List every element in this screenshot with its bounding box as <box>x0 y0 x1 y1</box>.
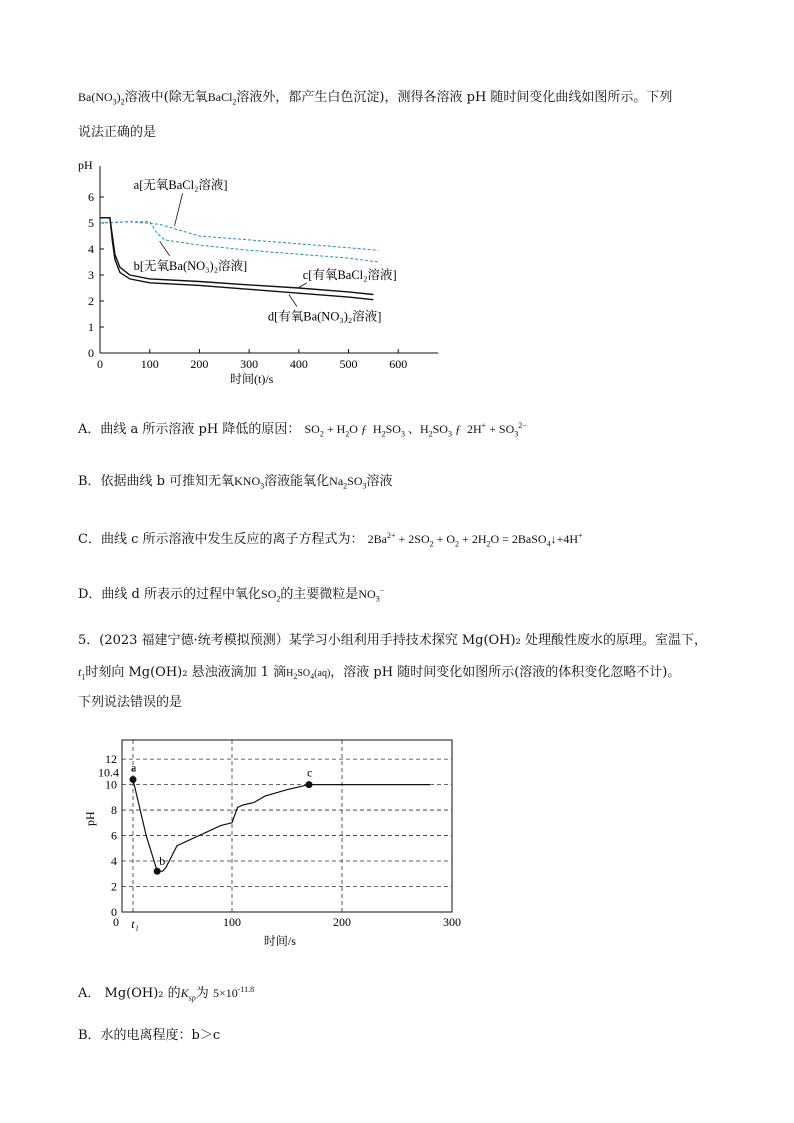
x-tick-label: 400 <box>289 357 308 371</box>
y-tick-label: 6 <box>88 190 94 204</box>
y-tick-label: 10 <box>105 777 117 792</box>
x-tick-label-t1: t₁ <box>131 917 139 931</box>
x-axis-label: 时间/s <box>263 934 296 948</box>
q4-option-a[interactable]: A．曲线 a 所示溶液 pH 降低的原因： $SO_2 + H_2O$ ƒ $H_2SO_3$ 、$H_2SO_3$ ƒ $2H^+ + SO_3^{2-}$ <box>78 421 527 439</box>
x-tick-label: 200 <box>190 357 209 371</box>
equation-a: $SO_2 + H_2O$ ƒ $H_2SO_3$ 、$H_2SO_3$ ƒ $2H^+ + SO_3^{2-}$ <box>304 421 527 439</box>
t1-symbol: $t_1$ <box>78 665 86 682</box>
chart-ph-vs-time-2 <box>70 730 470 950</box>
label-arrow-2 <box>299 283 307 288</box>
y-tick-label: 2 <box>88 294 94 308</box>
y-axis-label: pH <box>78 158 93 172</box>
formula-na2so3: $Na_2SO_3$ <box>329 474 367 491</box>
formula-so2: $SO_2$ <box>261 587 281 604</box>
formula-ba-no3-2: $Ba(NO_3)_2$ <box>78 90 125 107</box>
x-tick-label: 100 <box>140 357 159 371</box>
point-label-a: a <box>131 760 137 775</box>
x-tick-label: 500 <box>339 357 358 371</box>
q5-line1: 5．(2023 福建宁德·统考模拟预测）某学习小组利用手持技术探究 Mg(OH)₂ 处理酸性废水的原理。室温下， <box>78 633 707 648</box>
point-c <box>306 781 313 788</box>
q4-option-b[interactable]: B．依据曲线 b 可推知无氧$KNO_3$溶液能氧化$Na_2SO_3$溶液 <box>78 474 393 491</box>
series-line-1 <box>100 222 378 262</box>
chart2-grid <box>122 740 452 912</box>
x-tick-label: 100 <box>223 915 241 929</box>
y-tick-label: 5 <box>88 216 94 230</box>
x-tick-label: 300 <box>240 357 259 371</box>
chart1-labels <box>134 177 397 323</box>
series-line-0 <box>100 222 378 251</box>
x-tick-label: 300 <box>443 915 461 929</box>
y-tick-label: 4 <box>88 242 94 256</box>
x-axis-label: 时间(t)/s <box>230 372 274 386</box>
label-arrow-0 <box>175 193 183 225</box>
series-label-1: b[无氧Ba(NO₃)₂溶液] <box>133 258 248 273</box>
q4-option-d[interactable]: D．曲线 d 所表示的过程中氧化$SO_2$的主要微粒是$NO_3^-$ <box>78 586 385 604</box>
y-tick-label: 4 <box>111 854 117 869</box>
x-tick-label: 0 <box>113 915 119 929</box>
series-label-2: c[有氧BaCl₂溶液] <box>302 267 397 282</box>
ksp-value: $5\times 10^{-11.8}$ <box>212 985 255 1000</box>
equation-c: $2Ba^{2+} + 2SO_2 + O_2 + 2H_2O$ = 2BaSO$_4$↓+4H+ <box>367 531 583 549</box>
x-tick-label: 200 <box>333 915 351 929</box>
series-label-3: d[有氧Ba(NO₃)₂溶液] <box>267 309 382 324</box>
y-tick-label: 2 <box>111 879 117 894</box>
point-label-b: b <box>159 854 166 869</box>
formula-h2so4: $H_2SO_4(aq)$ <box>286 668 331 681</box>
q4-intro-line1: $Ba(NO_3)_2$溶液中(除无氧BaCl$_2$溶液外，都产生白色沉淀)，测得各溶液 pH 随时间变化曲线如图所示。下列 <box>78 90 673 107</box>
y-tick-label: 3 <box>88 268 94 282</box>
chart2-series <box>133 780 430 872</box>
formula-bacl2: BaCl$_2$ <box>207 90 237 107</box>
formula-kno3: $KNO_3$ <box>234 474 265 491</box>
q5-line3: 下列说法错误的是 <box>78 695 183 710</box>
y-axis-label: pH <box>83 811 97 826</box>
y-tick-label: 6 <box>111 828 117 843</box>
y-tick-label: 1 <box>88 320 94 334</box>
label-arrow-1 <box>160 241 170 256</box>
q5-option-b[interactable]: B．水的电离程度：b＞c <box>78 1028 221 1043</box>
label-arrow-3 <box>289 295 297 307</box>
series-line <box>133 780 430 872</box>
chart2-ticks <box>98 752 461 931</box>
y-tick-label-special: 10.4 <box>98 765 119 780</box>
x-tick-label: 600 <box>389 357 408 371</box>
x-tick-label: 0 <box>97 357 103 371</box>
series-label-0: a[无氧BaCl₂溶液] <box>133 178 228 193</box>
q4-intro-line2: 说法正确的是 <box>78 125 157 140</box>
chart2-points <box>130 760 313 874</box>
chart-ph-vs-time-1 <box>70 158 450 388</box>
q4-option-c[interactable]: C．曲线 c 所示溶液中发生反应的离子方程式为： $2Ba^{2+} + 2SO_2 + O_2 + 2H_2O$ = 2BaSO$_4$↓+4H+ <box>78 531 583 549</box>
ksp-symbol: $K_{sp}$ <box>180 986 196 1003</box>
point-label-c: c <box>307 765 313 780</box>
y-tick-label: 8 <box>111 803 117 818</box>
point-a <box>130 776 137 783</box>
y-tick-label: 0 <box>111 905 117 919</box>
point-b <box>154 868 161 875</box>
y-tick-label: 0 <box>88 346 94 360</box>
y-tick-label: 12 <box>105 752 117 767</box>
q5-line2: $t_1$时刻向 Mg(OH)₂ 悬浊液滴加 1 滴$H_2SO_4(aq)$，溶液 pH 随时间变化如图所示(溶液的体积变化忽略不计)。 <box>78 665 681 682</box>
q5-option-a[interactable]: A． Mg(OH)₂ 的$K_{sp}$为 $5\times 10^{-11.8}$ <box>78 985 255 1003</box>
series-line-2 <box>100 218 373 295</box>
formula-no3: $NO_3^-$ <box>358 586 385 604</box>
